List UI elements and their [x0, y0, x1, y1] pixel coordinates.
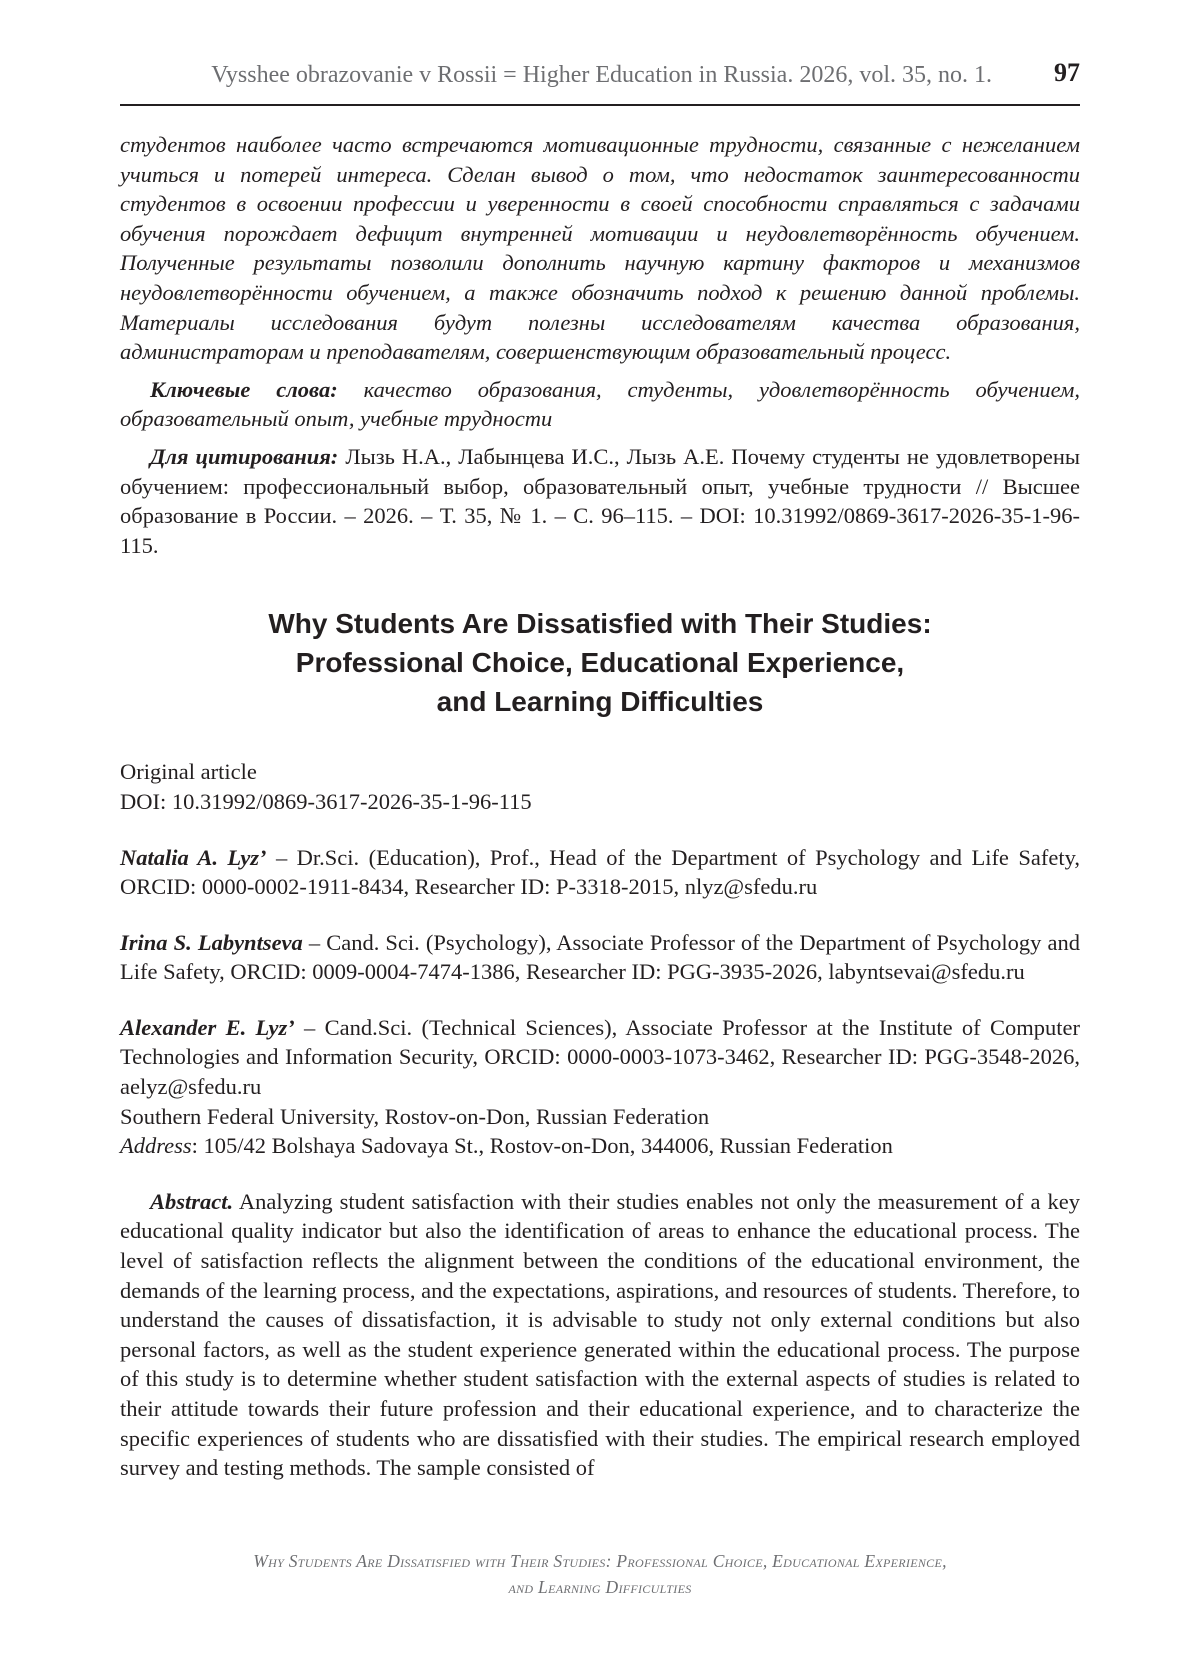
russian-keywords-label: Ключевые слова:: [150, 376, 338, 402]
title-line-2: Professional Choice, Educational Experience,: [295, 647, 905, 679]
article-title: [120, 604, 1080, 721]
page-number: 97: [1054, 58, 1080, 87]
address: [120, 1131, 1080, 1161]
russian-citation-text: Лызь Н.А., Лабынцева И.С., Лызь А.Е. Почему студенты не удовлетворены обучением: профессиональный выбор, образовательный опыт, учебные трудности // Высшее образование в России. – 2026. – Т. 35, № 1. – С. 96–115. – DOI: 10.31992/0869-3617-2026-35-1-96-115.: [120, 443, 1080, 558]
footer-line-1: Why Students Are Dissatisfied with Their Studies: Professional Choice, Educational Experience,: [253, 1551, 947, 1571]
russian-citation-label: Для цитирования:: [150, 443, 339, 469]
address-text: : 105/42 Bolshaya Sadovaya St., Rostov-on-Don, 344006, Russian Federation: [191, 1133, 893, 1159]
author-info: – Dr.Sci. (Education), Prof., Head of the Department of Psychology and Life Safety, ORCID: 0000-0002-1911-8434, Researcher ID: P-3318-2015, nlyz@sfedu.ru: [120, 844, 1080, 900]
author-info: – Cand. Sci. (Psychology), Associate Professor of the Department of Psychology and Life Safety, ORCID: 0009-0004-7474-1386, Researcher ID: PGG-3935-2026, labyntsevai@sfedu.ru: [120, 929, 1080, 985]
author-name: Alexander E. Lyz’: [120, 1014, 295, 1040]
english-abstract: [120, 1187, 1080, 1483]
abstract-text: Analyzing student satisfaction with their studies enables not only the measurement of a key educational quality indicator but also the identification of areas to enhance the educational process. The level of satisfaction reflects the alignment between the conditions of the educational environment, the demands of the learning process, and the expectations, aspirations, and resources of students. Therefore, to understand the causes of dissatisfaction, it is advisable to study not only external conditions but also personal factors, as well as the student experience generated within the educational process. The purpose of this study is to determine whether student satisfaction with the external aspects of studies is related to their attitude towards their future profession and their educational experience, and to characterize the specific experiences of students who are dissatisfied with their studies. The empirical research employed survey and testing methods. The sample consisted of: [120, 1188, 1080, 1481]
running-header: [120, 58, 1080, 106]
address-label: Address: [120, 1133, 192, 1159]
article-doi: DOI: 10.31992/0869-3617-2026-35-1-96-115: [120, 788, 532, 814]
author-name: Irina S. Labyntseva: [120, 929, 303, 955]
author-entry: [120, 928, 1080, 987]
author-entry: [120, 1013, 1080, 1102]
journal-citation: Vysshee obrazovanie v Rossii = Higher Education in Russia. 2026, vol. 35, no. 1.: [211, 62, 992, 88]
running-footer: [120, 1548, 1080, 1600]
russian-keywords-text: качество образования, студенты, удовлетворённость обучением, образовательный опыт, учебные трудности: [120, 376, 1080, 432]
article-type: Original article: [120, 759, 257, 785]
russian-abstract-tail: студентов наиболее часто встречаются мотивационные трудности, связанные с нежеланием учиться и потерей интереса. Сделан вывод о том, что недостаток заинтересованности студентов в освоении профессии и уверенности в своей способности справляться с задачами обучения порождает дефицит внутренней мотивации и неудовлетворённость обучением. Полученные результаты позволили дополнить научную картину факторов и механизмов неудовлетворённости обучением, а также обозначить подход к решению данной проблемы. Материалы исследования будут полезны исследователям качества образования, администраторам и преподавателям, совершенствующим образовательный процесс.: [120, 132, 1080, 365]
russian-citation: [120, 442, 1080, 560]
footer-line-2: and Learning Difficulties: [508, 1577, 692, 1597]
title-line-1: Why Students Are Dissatisfied with Their Studies:: [268, 608, 932, 640]
author-entry: [120, 843, 1080, 902]
title-line-3: and Learning Difficulties: [436, 686, 764, 718]
author-name: Natalia A. Lyz’: [120, 844, 267, 870]
abstract-label: Abstract.: [150, 1188, 234, 1214]
russian-keywords: [120, 375, 1080, 434]
author-info: – Cand.Sci. (Technical Sciences), Associate Professor at the Institute of Computer Technologies and Information Security, ORCID: 0000-0003-1073-3462, Researcher ID: PGG-3548-2026, aelyz@sfedu.ru: [120, 1014, 1080, 1100]
page-content: [120, 130, 1080, 1483]
affiliation: Southern Federal University, Rostov-on-Don, Russian Federation: [120, 1103, 710, 1129]
